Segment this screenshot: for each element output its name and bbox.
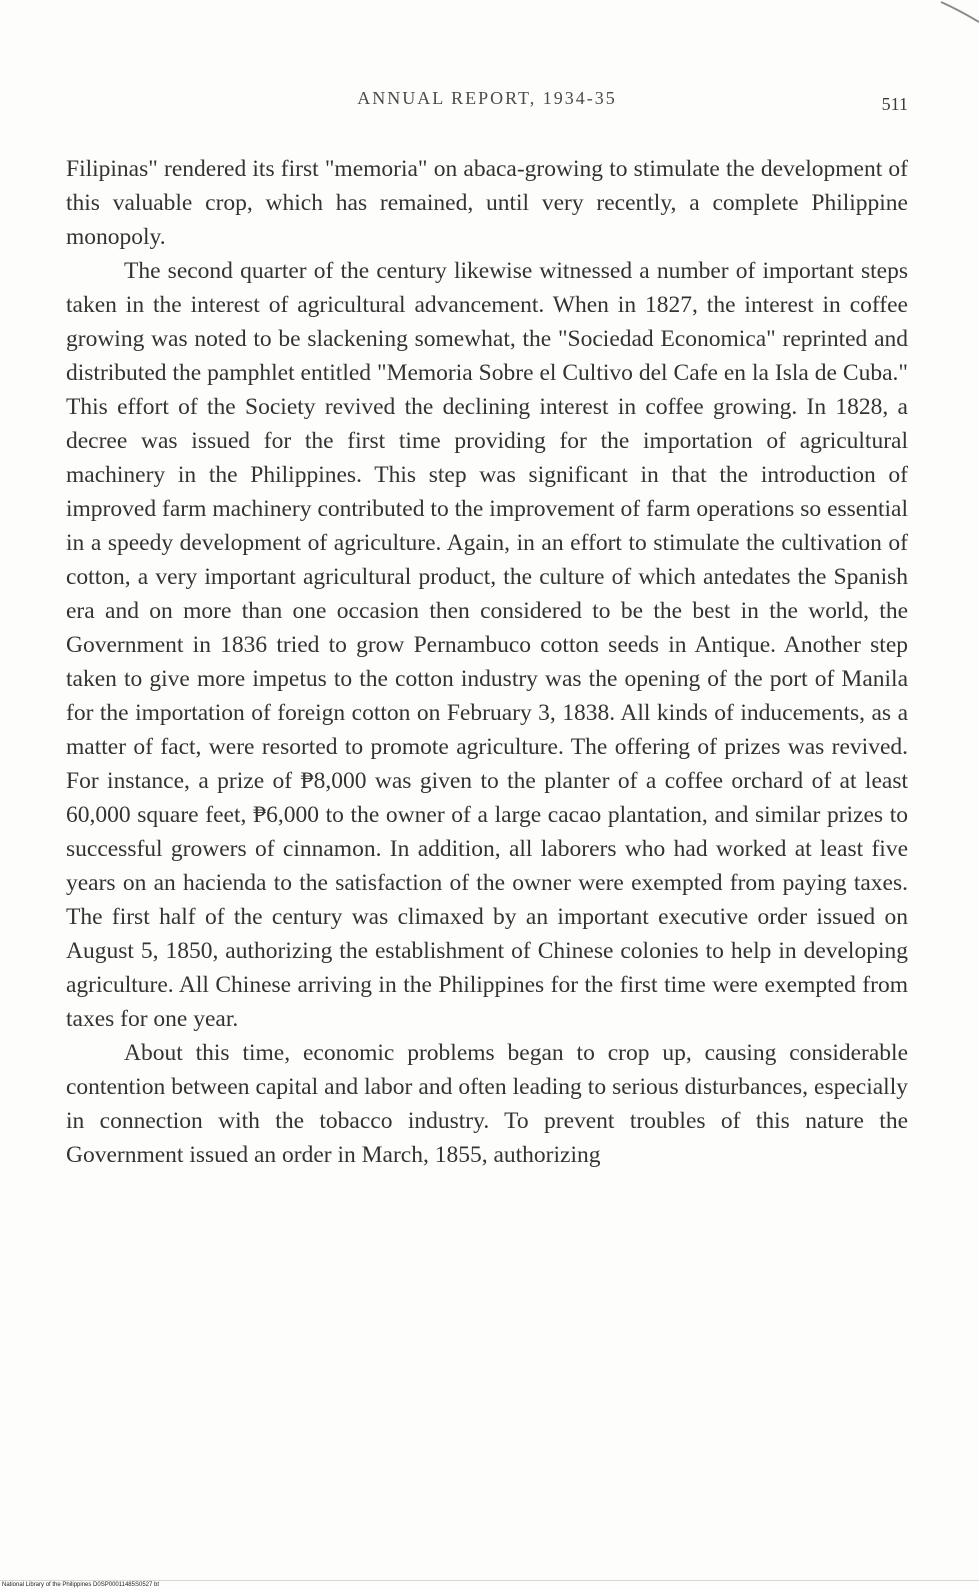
running-head: ANNUAL REPORT, 1934-35 — [357, 88, 617, 108]
footer-credit: National Library of the Philippines D0SP00011485S0527 bt — [2, 1582, 159, 1588]
paragraph-second-quarter: The second quarter of the century likewise witnessed a number of important steps taken in the interest of agricultural advancement. When in 1827, the interest in coffee growing was noted to be slackening somewhat, the "Sociedad Economica" reprinted and distributed the pamphlet entitled "Memoria Sobre el Cultivo del Cafe en la Isla de Cuba." This effort of the Society revived the declining interest in coffee growing. In 1828, a decree was issued for the first time providing for the importation of agricultural machinery in the Philippines. This step was significant in that the introduction of improved farm machinery contributed to the improvement of farm operations so essential in a speedy development of agriculture. Again, in an effort to stimulate the cultivation of cotton, a very important agricultural product, the culture of which antedates the Spanish era and on more than one occasion then considered to be the best in the world, the Government in 1836 tried to grow Pernambuco cotton seeds in Antique. Another step taken to give more impetus to the cotton industry was the opening of the port of Manila for the importation of foreign cotton on February 3, 1838. All kinds of inducements, as a matter of fact, were resorted to promote agriculture. The offering of prizes was revived. For instance, a prize of ₱8,000 was given to the planter of a coffee orchard of at least 60,000 square feet, ₱6,000 to the owner of a large cacao plantation, and similar prizes to successful growers of cinnamon. In addition, all laborers who had worked at least five years on an hacienda to the satisfaction of the owner were exempted from paying taxes. The first half of the century was climaxed by an important executive order issued on August 5, 1850, authorizing the establishment of Chinese colonies to help in developing agriculture. All Chinese arriving in the Philippines for the first time were exempted from taxes for one year. — [66, 258, 908, 1032]
paragraph-continuation: Filipinas" rendered its first "memoria" on abaca-growing to stimulate the development of this valuable crop, which has remained, until very recently, a complete Philippine monopoly. — [66, 156, 908, 250]
paragraph-economic-problems: About this time, economic problems began to crop up, causing considerable contention between capital and labor and often leading to serious disturbances, especially in connection with the tobacco industry. To prevent troubles of this nature the Government issued an order in March, 1855, authorizing — [66, 1040, 908, 1168]
page-number: 511 — [881, 94, 908, 114]
page-header — [66, 88, 908, 118]
bottom-rule — [0, 1580, 979, 1581]
corner-scan-mark — [939, 0, 979, 24]
body-text — [66, 152, 908, 1172]
